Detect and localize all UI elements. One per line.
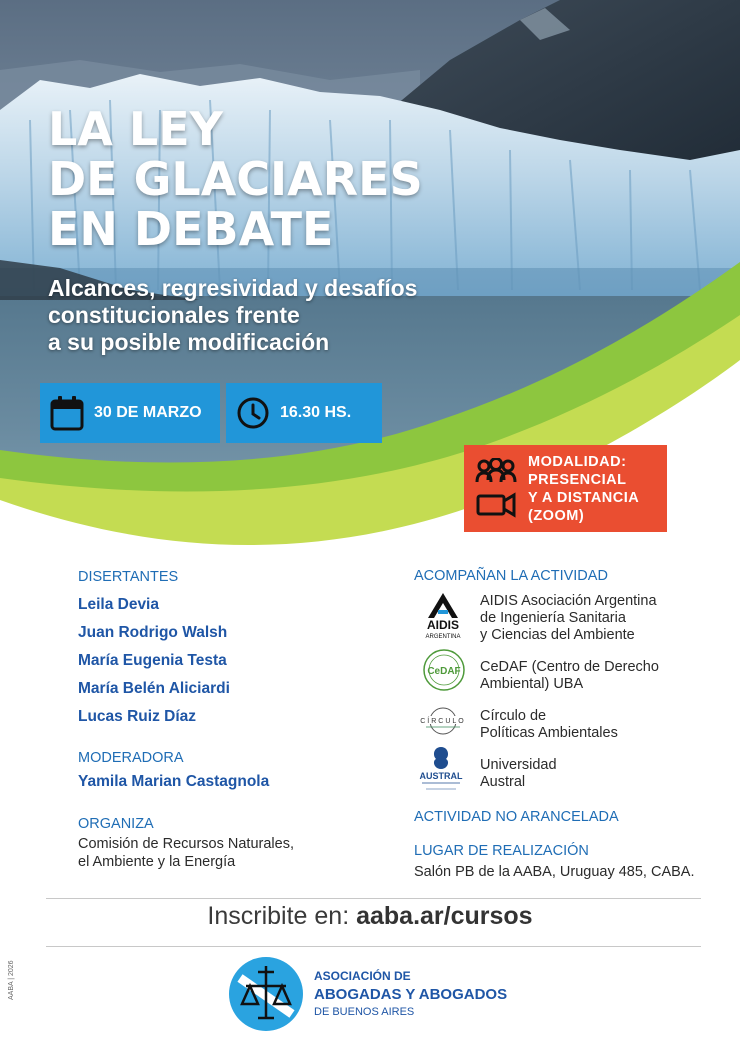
speaker-name: Juan Rodrigo Walsh — [78, 624, 228, 641]
date-text: 30 DE MARZO — [94, 404, 202, 421]
partner-line: Políticas Ambientales — [480, 725, 618, 741]
aaba-logo — [228, 956, 304, 1032]
partner-line: Ambiental) UBA — [480, 676, 584, 692]
date-badge — [40, 383, 220, 443]
partner-line: CeDAF (Centro de Derecho — [480, 659, 659, 675]
modality-line: (ZOOM) — [528, 507, 585, 524]
aidis-logo-text: AIDIS — [426, 618, 460, 632]
modality-badge — [464, 445, 667, 532]
aidis-logo-mark — [414, 590, 472, 640]
event-subtitle — [48, 275, 417, 356]
moderator-name: Yamila Marian Castagnola — [78, 773, 270, 790]
org-name — [314, 969, 507, 1018]
free-activity-label: ACTIVIDAD NO ARANCELADA — [414, 809, 619, 825]
speaker-name: María Eugenia Testa — [78, 652, 227, 669]
subtitle-line: a su posible modificación — [48, 329, 330, 355]
partners-label: ACOMPAÑAN LA ACTIVIDAD — [414, 568, 608, 584]
organizer-label: ORGANIZA — [78, 816, 154, 832]
partner-line: Círculo de — [480, 708, 547, 724]
organizer-line: Comisión de Recursos Naturales, — [78, 836, 294, 852]
title-line: LA LEY — [48, 102, 223, 156]
speakers-label: DISERTANTES — [78, 569, 179, 585]
modality-line: Y A DISTANCIA — [528, 489, 640, 506]
austral-logo-text: AUSTRAL — [419, 771, 463, 781]
aidis-logo — [414, 590, 472, 640]
divider — [46, 898, 701, 899]
event-title — [48, 104, 423, 254]
modality-line: MODALIDAD: — [528, 453, 627, 470]
speaker-name: Leila Devia — [78, 596, 159, 613]
austral-logo — [418, 745, 464, 793]
clock-icon — [236, 396, 270, 430]
modality-line: PRESENCIAL — [528, 471, 627, 488]
org-line: ABOGADAS Y ABOGADOS — [314, 986, 508, 1003]
partner-line: AIDIS Asociación Argentina — [480, 593, 657, 609]
signup-link[interactable]: aaba.ar/cursos — [356, 902, 533, 930]
signup-prefix: Inscribite en: — [207, 902, 357, 930]
aidis-logo-sub: ARGENTINA — [425, 634, 461, 640]
moderator-label: MODERADORA — [78, 750, 184, 766]
calendar-icon — [50, 395, 84, 431]
cedaf-logo — [422, 648, 466, 692]
org-line: ASOCIACIÓN DE — [314, 969, 411, 983]
speaker-name: Lucas Ruiz Díaz — [78, 708, 196, 725]
speaker-name: María Belén Aliciardi — [78, 680, 230, 697]
people-video-icon — [474, 458, 518, 520]
subtitle-line: constitucionales frente — [48, 302, 300, 328]
cedaf-logo-mark — [422, 648, 466, 692]
circulo-logo — [412, 706, 474, 736]
time-badge — [226, 383, 382, 443]
circulo-logo-text: CÍRCULO — [420, 718, 466, 725]
signup-line — [0, 902, 740, 931]
title-line: EN DEBATE — [48, 202, 334, 256]
partner-line: y Ciencias del Ambiente — [480, 627, 635, 643]
organizer-line: el Ambiente y la Energía — [78, 854, 236, 870]
venue-address: Salón PB de la AABA, Uruguay 485, CABA. — [414, 864, 695, 880]
time-text: 16.30 HS. — [280, 404, 352, 421]
cedaf-logo-text: CeDAF — [427, 666, 461, 677]
circulo-logo-mark — [412, 706, 474, 736]
partner-line: Universidad — [480, 757, 557, 773]
partner-line: de Ingeniería Sanitaria — [480, 610, 626, 626]
title-line: DE GLACIARES — [48, 152, 423, 206]
partner-line: Austral — [480, 774, 526, 790]
subtitle-line: Alcances, regresividad y desafíos — [48, 275, 418, 301]
divider — [46, 946, 701, 947]
venue-label: LUGAR DE REALIZACIÓN — [414, 843, 589, 859]
side-note: AABA | 2026 — [8, 960, 15, 1000]
austral-logo-mark — [418, 745, 464, 793]
aaba-logo-mark — [228, 956, 304, 1032]
org-line: DE BUENOS AIRES — [314, 1006, 415, 1018]
